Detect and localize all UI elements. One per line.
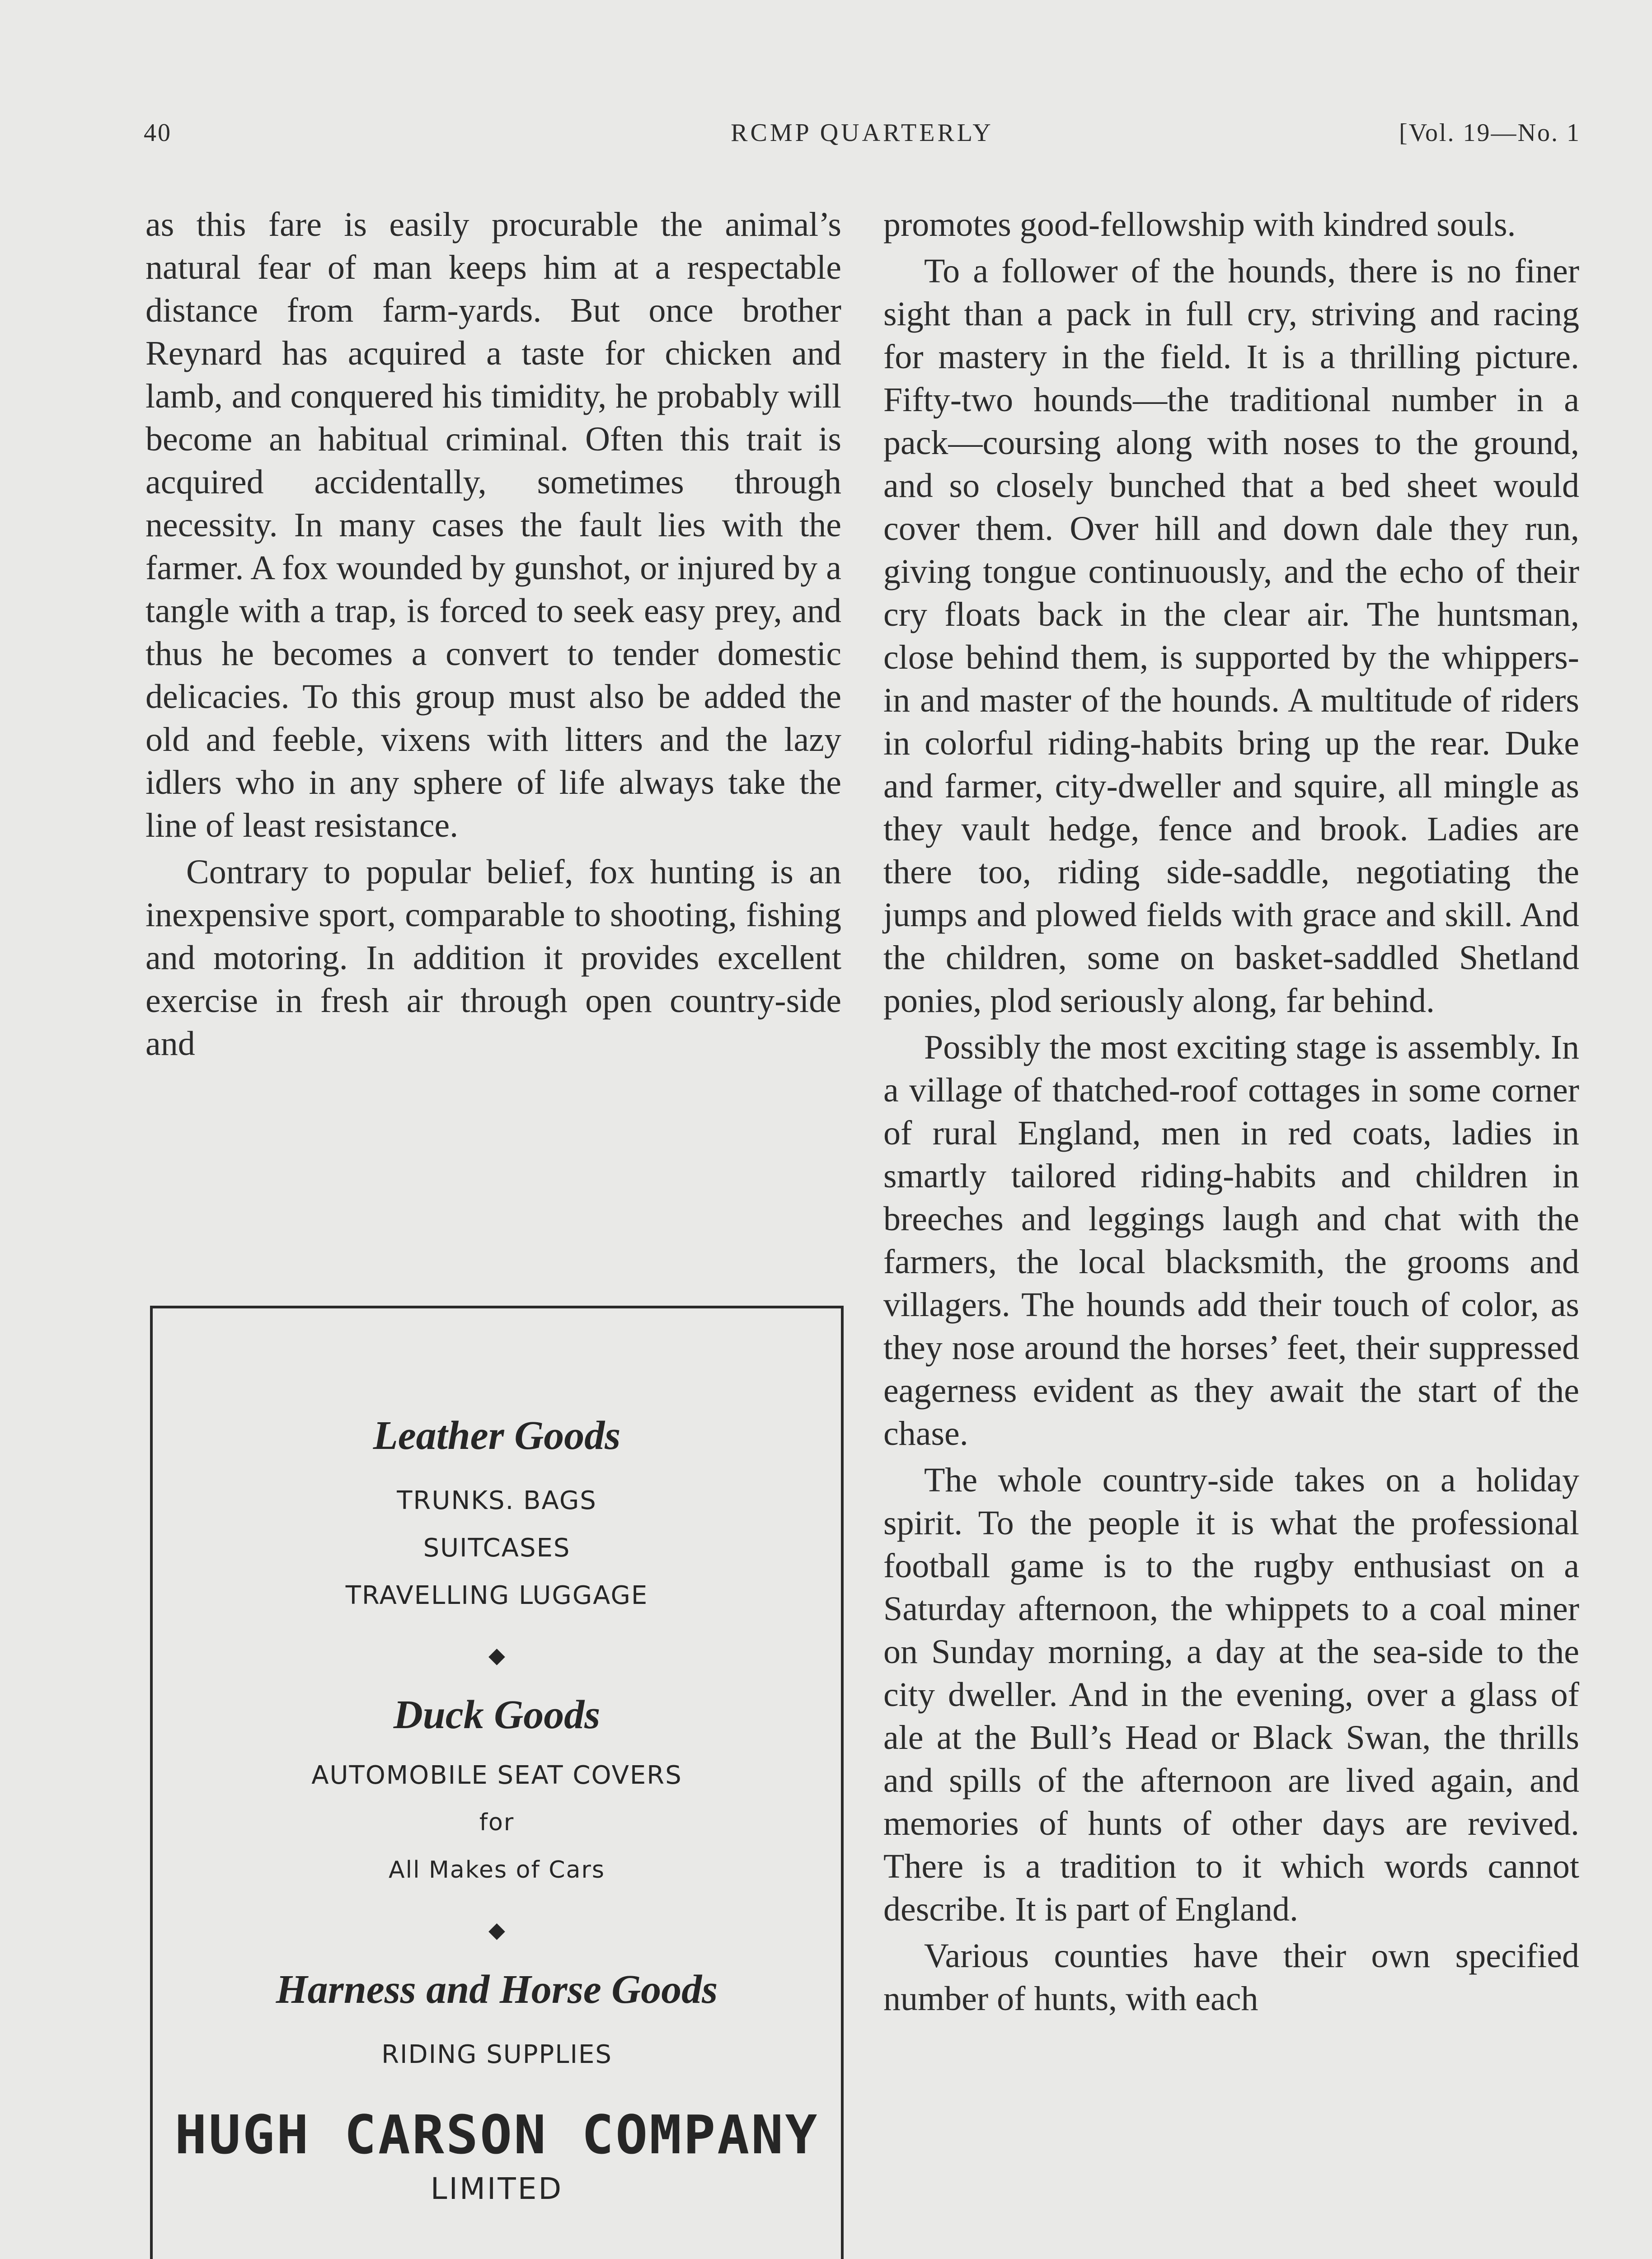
paragraph: To a follower of the hounds, there is no finer sight than a pack in full cry, striving and racing for mastery in the field. It is a thrilling picture. Fifty-two hounds—the traditional number in a pack—coursing along with noses to the ground, and so closely bunched that a bed sheet would cover them. Over hill and down dale they run, giving tongue continuously, and the echo of their cry floats back in the clear air. The huntsman, close behind them, is supported by the whippers-in and master of the hounds. A multitude of riders in colorful riding-habits bring up the rear. Duke and farmer, city-dweller and squire, all mingle as they vault hedge, fence and brook. Ladies are there too, riding side-saddle, negotiating the jumps and plowed fields with grace and skill. And the children, some on basket-saddled Shetland ponies, plod seriously along, far behind. xyxy=(883,252,1579,1020)
paragraph: Various counties have their own specified number of hunts, with each xyxy=(883,1937,1579,2018)
paragraph: Contrary to popular belief, fox hunting is an inexpensive sport, comparable to shooting, fishing and motoring. In addition it provides excellent exercise in fresh air through open country-side and xyxy=(145,853,841,1063)
ad-line: SUITCASES xyxy=(423,1533,571,1563)
left-column xyxy=(145,203,841,1065)
running-header xyxy=(144,118,1581,159)
volume-label: [Vol. 19—No. 1 xyxy=(1399,119,1581,147)
advertisement-box xyxy=(150,1306,844,2259)
diamond-separator-icon: ◆ xyxy=(488,1917,505,1943)
journal-title: RCMP QUARTERLY xyxy=(731,119,994,147)
ad-line: TRAVELLING LUGGAGE xyxy=(345,1581,648,1610)
page-number: 40 xyxy=(144,119,172,147)
ad-line: All Makes of Cars xyxy=(389,1856,605,1884)
ad-company-name: HUGH CARSON COMPANY xyxy=(174,2104,819,2166)
ad-heading-leather: Leather Goods xyxy=(373,1413,621,1458)
paragraph: promotes good-fellowship with kindred souls. xyxy=(883,206,1516,244)
paragraph: Possibly the most exciting stage is assembly. In a village of thatched-roof cottages in some corner of rural England, men in red coats, ladies in smartly tailored riding-habits and children in breeches and leggings laugh and chat with the farmers, the local blacksmith, the grooms and villagers. The hounds add their touch of color, as they nose around the horses’ feet, their suppressed eagerness evident as they await the start of the chase. xyxy=(883,1028,1579,1453)
paragraph: as this fare is easily procurable the animal’s natural fear of man keeps him at a respectable distance from farm-yards. But once brother Reynard has acquired a taste for chicken and lamb, and conquered his timidity, he probably will become an habitual criminal. Often this trait is acquired accidentally, sometimes through necessity. In many cases the fault lies with the farmer. A fox wounded by gunshot, or injured by a tangle with a trap, is forced to seek easy prey, and thus he becomes a convert to tender domestic delicacies. To this group must also be added the old and feeble, vixens with litters and the lazy idlers who in any sphere of life always take the line of least resistance. xyxy=(145,206,841,844)
ad-company-limited: LIMITED xyxy=(430,2171,563,2206)
ad-line: RIDING SUPPLIES xyxy=(381,2040,612,2069)
ad-line: for xyxy=(479,1809,515,1836)
diamond-separator-icon: ◆ xyxy=(488,1643,505,1668)
right-column xyxy=(883,203,1579,2020)
ad-heading-harness: Harness and Horse Goods xyxy=(276,1967,718,2012)
ad-heading-duck: Duck Goods xyxy=(393,1692,601,1737)
paragraph: The whole country-side takes on a holiday spirit. To the people it is what the professional football game is to the rugby enthusiast on a Saturday afternoon, the whippets to a coal miner on Sunday morning, a day at the sea-side to the city dweller. And in the evening, over a glass of ale at the Bull’s Head or Black Swan, the thrills and spills of the afternoon are lived again, and memories of hunts of other days are revived. There is a tradition to it which words cannot describe. It is part of England. xyxy=(883,1461,1579,1928)
ad-line: AUTOMOBILE SEAT COVERS xyxy=(311,1761,682,1790)
ad-line: TRUNKS. BAGS xyxy=(397,1486,597,1515)
